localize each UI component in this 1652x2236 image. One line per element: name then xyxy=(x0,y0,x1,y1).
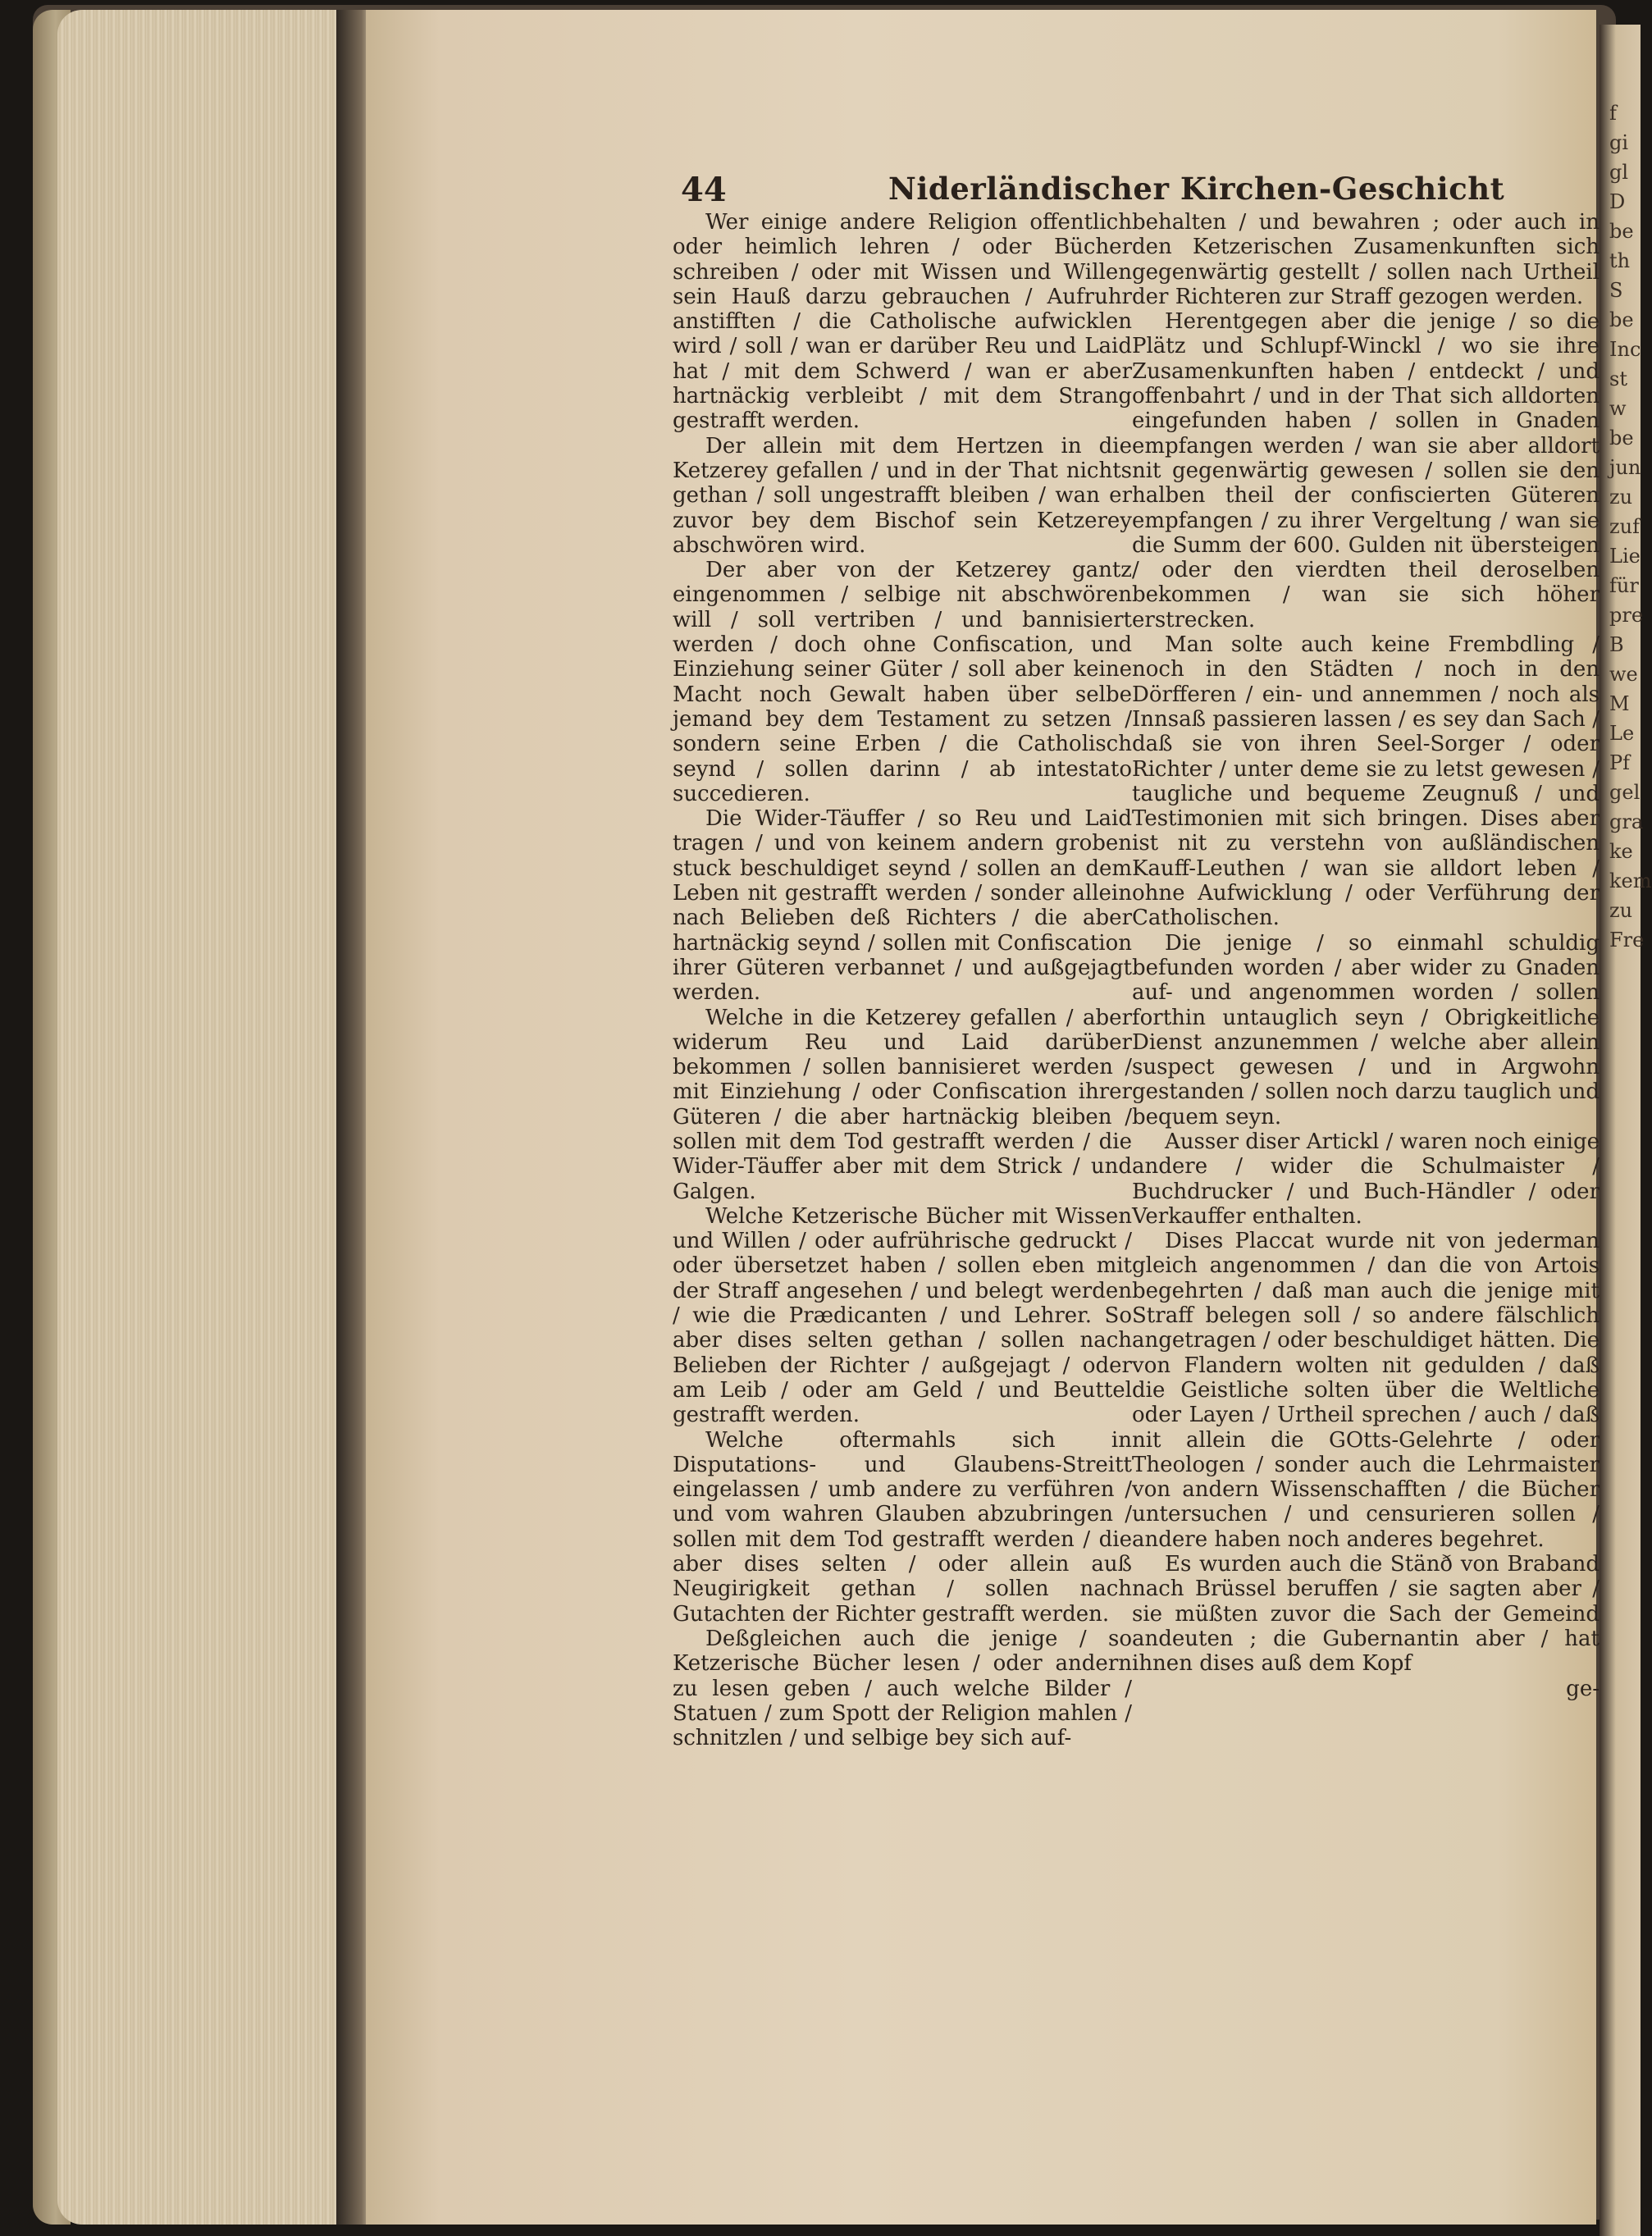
left-text-column xyxy=(673,210,1132,1750)
paragraph: Ausser diser Artickl / waren noch einige andere / wider die Schulmaister / Buchdrucker / und Buch-Händler / oder Verkauffer enthalten. xyxy=(1132,1129,1600,1229)
paragraph: behalten / und bewahren ; oder auch in den Ketzerischen Zusamenkunften sich gegenwärtig gestellt / sollen nach Urtheil der Richteren zur Straff gezogen werden. xyxy=(1132,210,1600,309)
paragraph: Der allein mit dem Hertzen in die Ketzerey gefallen / und in der That nichts gethan / soll ungestrafft bleiben / wan er zuvor bey dem Bischof sein Ketzerey abschwören wird. xyxy=(673,433,1132,558)
paragraph: Die Wider-Täuffer / so Reu und Laid tragen / und von keinem andern groben stuck beschuldiget seynd / sollen an dem Leben nit gestrafft werden / sonder allein nach Belieben deß Richters / die aber hartnäckig seynd / sollen mit Confiscation ihrer Güteren verbannet / und außgejagt werden. xyxy=(673,806,1132,1006)
paragraph: Welche in die Ketzerey gefallen / aber widerum Reu und Laid darüber bekommen / sollen bannisieret werden / mit Einziehung / oder Confiscation ihrer Güteren / die aber hartnäckig bleiben / sollen mit dem Tod gestrafft werden / die Wider-Täuffer aber mit dem Strick / und Galgen. xyxy=(673,1005,1132,1204)
adjacent-page-text: f gi gl D be th S be Inc st w be jun zu zuf Lie für pre B we M Le Pf gel gra ke kem zu Fre xyxy=(1609,102,1652,951)
running-title: Niderländischer Kirchen-Geschicht xyxy=(888,171,1505,207)
right-text-column xyxy=(1132,210,1600,1701)
paragraph: Der aber von der Ketzerey gantz eingenommen / selbige nit abschwören will / soll vertriben / und bannisiert werden / doch ohne Confiscation, und Einziehung seiner Güter / soll aber keine Macht noch Gewalt haben über selbe jemand bey dem Testament zu setzen / sondern seine Erben / die Catholisch seynd / sollen darinn / ab intestato succedieren. xyxy=(673,558,1132,806)
paragraph: Wer einige andere Religion offentlich oder heimlich lehren / oder Bücher schreiben / oder mit Wissen und Willen sein Hauß darzu gebrauchen / Aufruhr anstifften / die Catholische aufwicklen wird / soll / wan er darüber Reu und Laid hat / mit dem Schwerd / wan er aber hartnäckig verbleibt / mit dem Strang gestrafft werden. xyxy=(673,210,1132,434)
paragraph: Welche oftermahls sich in Disputations- und Glaubens-Streitt eingelassen / umb andere zu verführen / und vom wahren Glauben abzubringen / sollen mit dem Tod gestrafft werden / die aber dises selten / oder allein auß Neugirigkeit gethan / sollen nach Gutachten der Richter gestrafft werden. xyxy=(673,1427,1132,1627)
paragraph: Es wurden auch die Stänð von Braband nach Brüssel beruffen / sie sagten aber / sie müßten zuvor die Sach der Gemeind andeuten ; die Gubernantin aber / hat ihnen dises auß dem Kopf xyxy=(1132,1552,1600,1677)
paragraph: Die jenige / so einmahl schuldig befunden worden / aber wider zu Gnaden auf- und angenommen worden / sollen forthin untauglich seyn / Obrigkeitliche Dienst anzunemmen / welche aber allein suspect gewesen / und in Argwohn gestanden / sollen noch darzu tauglich und bequem seyn. xyxy=(1132,930,1600,1129)
paragraph: Deßgleichen auch die jenige / so Ketzerische Bücher lesen / oder andern zu lesen geben / auch welche Bilder / Statuen / zum Spott der Religion mahlen / schnitzlen / und selbige bey sich auf- xyxy=(673,1626,1132,1751)
catchword: ge- xyxy=(1566,1676,1600,1701)
paragraph: Welche Ketzerische Bücher mit Wissen und Willen / oder aufrührische gedruckt / oder übersetzet haben / sollen eben mit der Straff angesehen / und belegt werden / wie die Prædicanten / und Lehrer. So aber dises selten gethan / sollen nach Belieben der Richter / außgejagt / oder am Leib / oder am Geld / und Beuttel gestrafft werden. xyxy=(673,1203,1132,1428)
paragraph: Man solte auch keine Frembdling / noch in den Städten / noch in den Dörfferen / ein- und annemmen / noch als Innsaß passieren lassen / es sey dan Sach / daß sie von ihren Seel-Sorger / oder Richter / unter deme sie zu letst gewesen / taugliche und bequeme Zeugnuß / und Testimonien mit sich bringen. Dises aber ist nit zu verstehn von außländischen Kauff-Leuthen / wan sie alldort leben / ohne Aufwicklung / oder Verführung der Catholischen. xyxy=(1132,632,1600,931)
adjacent-page xyxy=(1600,25,1652,2236)
paragraph: Herentgegen aber die jenige / so die Plätz und Schlupf-Winckl / wo sie ihre Zusamenkunften haben / entdeckt / und offenbahrt / und in der That sich alldorten eingefunden haben / sollen in Gnaden empfangen werden / wan sie aber alldort nit gegenwärtig gewesen / sollen sie den halben theil der confiscierten Güteren empfangen / zu ihrer Vergeltung / wan sie die Summ der 600. Gulden nit übersteigen / oder den vierdten theil deroselben bekommen / wan sie sich höher erstrecken. xyxy=(1132,309,1600,632)
page-number: 44 xyxy=(681,171,727,209)
paragraph: Dises Placcat wurde nit von jederman gleich angenommen / dan die von Artois begehrten / daß man auch die jenige mit Straff belegen soll / so andere fälschlich angetragen / oder beschuldiget hätten. Die von Flandern wolten nit gedulden / daß die Geistliche solten über die Weltliche oder Layen / Urtheil sprechen / auch / daß nit allein die GOtts-Gelehrte / oder Theologen / sonder auch die Lehrmaister von andern Wissenschafften / die Bücher untersuchen / und censurieren sollen / andere haben noch anderes begehret. xyxy=(1132,1229,1600,1552)
page-block-edge xyxy=(57,10,336,2225)
